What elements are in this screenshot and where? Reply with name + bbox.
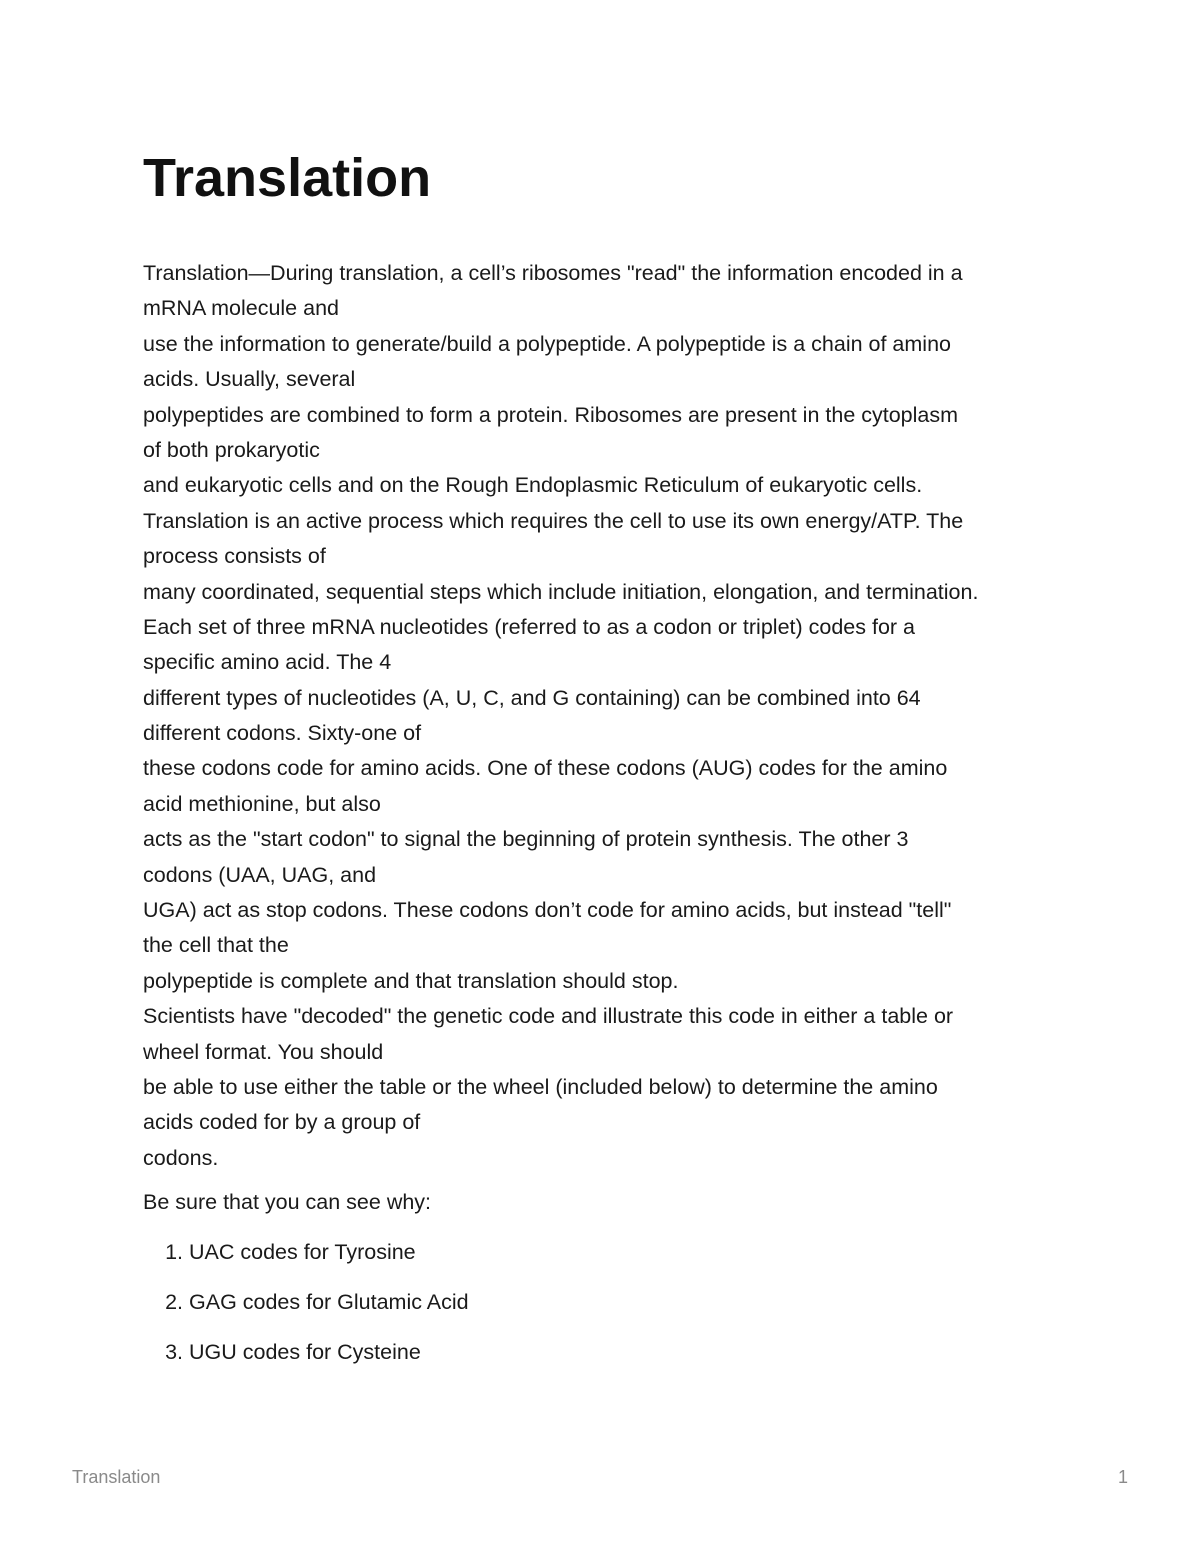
body-line: UGA) act as stop codons. These codons don’t code for amino acids, but instead "tell" [143, 898, 952, 923]
footer-doc-name: Translation [72, 1467, 161, 1487]
body-line: process consists of [143, 544, 326, 569]
body-line: polypeptides are combined to form a protein. Ribosomes are present in the cytoplasm [143, 402, 959, 427]
body-line: be able to use either the table or the wheel (included below) to determine the amino [143, 1074, 938, 1099]
body-line: of both prokaryotic [143, 437, 320, 462]
body-line: Scientists have "decoded" the genetic code and illustrate this code in either a table or [143, 1004, 954, 1029]
body-line: mRNA molecule and [143, 296, 339, 321]
list-number: 3. [165, 1340, 183, 1364]
see-why-text: Be sure that you can see why: [143, 1190, 432, 1214]
page-title: Translation [143, 148, 432, 208]
list-item [143, 1236, 469, 1286]
body-line: and eukaryotic cells and on the Rough Endoplasmic Reticulum of eukaryotic cells. [143, 473, 923, 498]
list-text: UAC codes for Tyrosine [189, 1240, 416, 1264]
list-item [143, 1286, 469, 1336]
body-line: specific amino acid. The 4 [143, 650, 392, 675]
list-item [143, 1336, 469, 1386]
body-line: Translation—During translation, a cell’s ribosomes "read" the information encoded in a [143, 261, 963, 285]
body-line: the cell that the [143, 933, 289, 958]
body-line: acids coded for by a group of [143, 1110, 421, 1135]
list-number: 2. [165, 1290, 183, 1314]
body-line: these codons code for amino acids. One of these codons (AUG) codes for the amino [143, 756, 948, 781]
body-line: wheel format. You should [143, 1039, 384, 1064]
body-line: Translation is an active process which requires the cell to use its own energy/ATP. The [143, 508, 964, 533]
body-line: polypeptide is complete and that translation should stop. [143, 968, 679, 993]
body-line: use the information to generate/build a polypeptide. A polypeptide is a chain of amino [143, 331, 951, 356]
body-line: acts as the "start codon" to signal the beginning of protein synthesis. The other 3 [143, 827, 909, 852]
footer-page-number: 1 [1117, 1467, 1128, 1487]
body-line: different types of nucleotides (A, U, C, and G containing) can be combined into 64 [143, 685, 921, 710]
list-number: 1. [165, 1240, 183, 1264]
examples-list [143, 1236, 469, 1386]
body-line: codons. [143, 1145, 219, 1170]
body-line: acid methionine, but also [143, 791, 381, 816]
body-line: codons (UAA, UAG, and [143, 862, 377, 887]
body-text [143, 256, 1103, 1176]
body-line: Each set of three mRNA nucleotides (referred to as a codon or triplet) codes for a [143, 614, 915, 639]
body-line: acids. Usually, several [143, 367, 356, 392]
body-line: different codons. Sixty-one of [143, 721, 422, 746]
list-text: GAG codes for Glutamic Acid [189, 1290, 469, 1314]
body-line: many coordinated, sequential steps which include initiation, elongation, and termination. [143, 579, 979, 604]
list-text: UGU codes for Cysteine [189, 1340, 421, 1364]
